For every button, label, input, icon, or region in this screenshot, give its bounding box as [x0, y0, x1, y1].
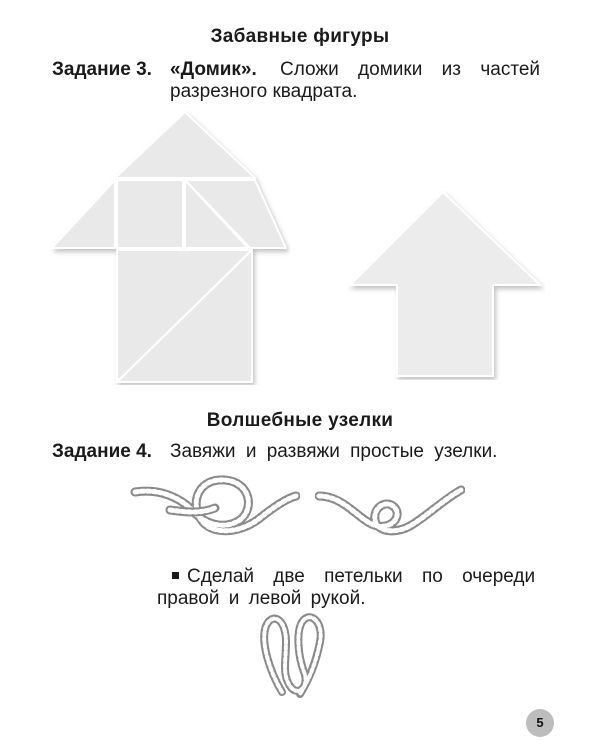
task-4 — [52, 440, 552, 466]
task-3-text-line1: Сложи домики из частей — [280, 59, 540, 80]
tangram-house-icon — [50, 110, 290, 385]
task-3 — [52, 58, 552, 108]
bullet-instruction — [157, 565, 542, 615]
section-title-fun-figures: Забавные фигуры — [210, 26, 390, 47]
rope-knot-tight-icon — [315, 478, 465, 548]
rope-loops-icon — [252, 612, 332, 702]
task-3-text-line2: разрезного квадрата. — [170, 81, 358, 102]
page-number-badge: 5 — [526, 709, 554, 737]
bullet-line1: Сделай две петельки по очереди — [172, 565, 538, 589]
arrow-house-icon — [345, 190, 545, 380]
task-4-label: Задание 4. — [52, 441, 152, 462]
rope-knot-icon — [130, 470, 300, 550]
task-3-name: «Домик». — [170, 59, 257, 80]
bullet-line2: правой и левой рукой. — [157, 588, 366, 609]
section-title-magic-knots: Волшебные узелки — [206, 410, 394, 431]
task-3-label: Задание 3. — [52, 59, 152, 80]
bullet-square-icon — [172, 572, 179, 579]
task-4-text: Завяжи и развяжи простые узелки. — [170, 441, 498, 462]
